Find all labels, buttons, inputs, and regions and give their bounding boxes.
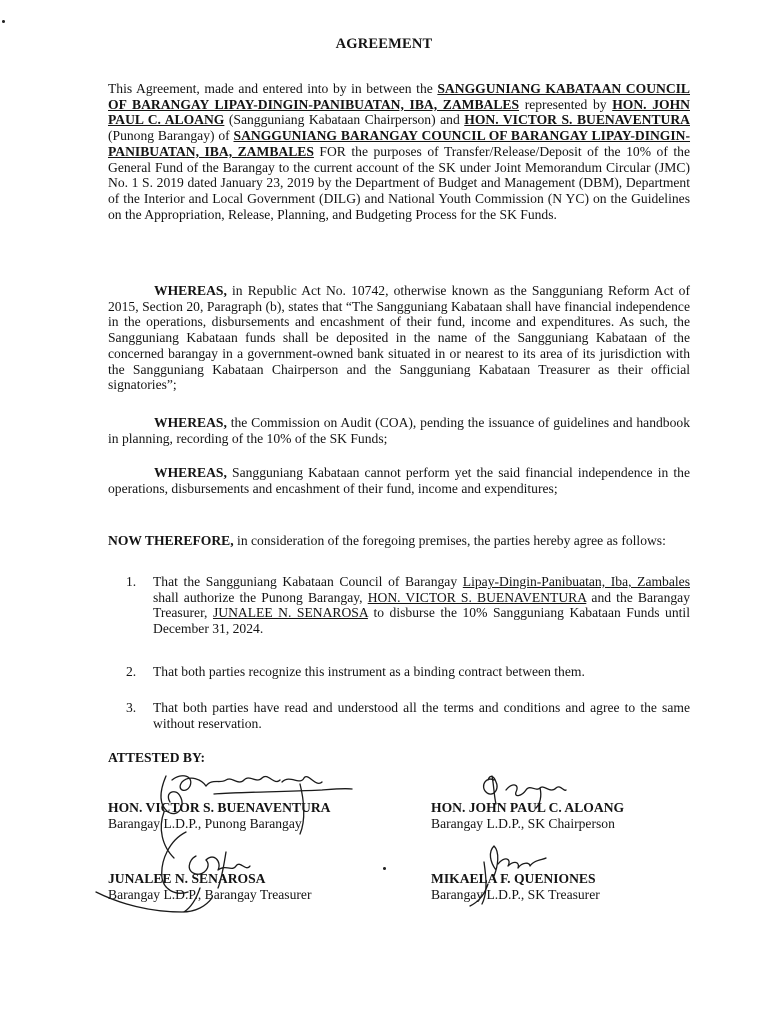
item-number: 3. [126,700,137,715]
whereas-lead: WHEREAS, [154,283,227,298]
agreement-item-1 [126,574,690,637]
list-item [126,664,690,680]
whereas-text: Sangguniang Kabataan cannot perform yet the said financial independence in the operations, disbursements and encashment of their fund, income and expenditures; [108,465,690,496]
signatory-barangay-treasurer [108,871,311,903]
intro-text-2: represented by [519,96,613,112]
intro-party-sk-council: SANGGUNIANG KABATAAN COUNCIL OF BARANGAY LIPAY-DINGIN-PANIBUATAN, IBA, ZAMBALES [108,81,690,112]
intro-sk-chair-name: HON. JOHN PAUL C. ALOANG [108,96,690,128]
item-text-4: to disburse the 10% Sangguniang Kabataan Funds until December 31, 2024. [153,605,690,637]
signatory-position: Barangay L.D.P., Punong Barangay [108,816,302,831]
item-text: That both parties recognize this instrument as a binding contract between them. [153,664,585,679]
signatory-position: Barangay L.D.P., SK Chairperson [431,816,615,831]
agreement-item-3 [126,700,690,731]
now-therefore-paragraph [108,533,690,549]
scan-speck [2,20,5,23]
document-title: AGREEMENT [335,36,433,52]
agreement-item-2 [126,664,690,680]
signatory-position: Barangay L.D.P., SK Treasurer [431,887,600,902]
item-number: 2. [126,664,137,679]
whereas-paragraph-3 [108,465,690,496]
signatory-sk-chairperson [431,800,624,832]
intro-text-5: FOR the purposes of Transfer/Release/Deposit of the 10% of the General Fund of the Barangay to the current account of the SK under Joint Memorandum Circular (JMC) No. 1 S. 2019 dated January 23, 2019 by the Department of Budget and Management (DBM), Department of the Interior and Local Government (DILG) and National Youth Commission (N YC) on the Guidelines on the Appropriation, Release, Planning, and Budgeting Process for the SK Funds. [108,143,690,222]
whereas-text: in Republic Act No. 10742, otherwise known as the Sangguniang Reform Act of 2015, Section 20, Paragraph (b), states that “The Sangguniang Kabataan shall have financial independence in the operations, disbursements and encashment of their fund, income and expenditures. As such, the Sangguniang Kabataan funds shall be deposited in the name of the Sangguniang Kabataan of the concerned barangay in a government-owned bank situated in or nearest to its area of its jurisdiction with the Sangguniang Kabataan Chairperson and the Sangguniang Kabataan Treasurer as their official signatories”; [108,283,690,393]
item-text-1: That the Sangguniang Kabataan Council of Barangay [153,574,463,589]
whereas-lead: WHEREAS, [154,415,227,430]
now-therefore-lead: NOW THEREFORE, [108,533,234,548]
intro-text-3: (Sangguniang Kabataan Chairperson) and [224,112,465,128]
item-treasurer-name: JUNALEE N. SENAROSA [212,605,368,621]
signatory-name: HON. JOHN PAUL C. ALOANG [431,800,625,815]
intro-punong-barangay-name: HON. VICTOR S. BUENAVENTURA [464,112,690,128]
item-number: 1. [126,574,137,589]
intro-text-1: This Agreement, made and entered into by in between the [108,81,438,96]
whereas-paragraph-1 [108,283,690,393]
attested-by-heading: ATTESTED BY: [108,750,206,765]
signatory-name: HON. VICTOR S. BUENAVENTURA [108,800,331,815]
intro-text-4: (Punong Barangay) of [108,128,234,144]
scan-speck [383,867,386,870]
signatory-punong-barangay [108,800,330,832]
item-text-3: and the Barangay Treasurer, [153,589,691,621]
item-barangay-name: Lipay-Dingin-Panibuatan, Iba, Zambales [462,574,690,589]
now-therefore-text: in consideration of the foregoing premises, the parties hereby agree as follows: [233,533,666,548]
whereas-text: the Commission on Audit (COA), pending the issuance of guidelines and handbook in planning, recording of the 10% of the SK Funds; [108,415,690,446]
list-item [126,700,690,731]
item-text-2: shall authorize the Punong Barangay, [153,589,368,605]
whereas-paragraph-2 [108,415,690,446]
list-item [126,574,690,637]
intro-party-barangay-council: SANGGUNIANG BARANGAY COUNCIL OF BARANGAY LIPAY-DINGIN-PANIBUATAN, IBA, ZAMBALES [108,128,691,159]
signatory-name: MIKAELA F. QUENIONES [431,871,596,886]
item-text: That both parties have read and understood all the terms and conditions and agree to the same without reservation. [153,700,690,731]
intro-paragraph [108,81,690,222]
whereas-lead: WHEREAS, [154,465,227,480]
signatory-sk-treasurer [431,871,600,903]
item-punong-barangay-name: HON. VICTOR S. BUENAVENTURA [367,589,587,605]
signatory-position: Barangay L.D.P., Barangay Treasurer [108,887,312,902]
signatory-name: JUNALEE N. SENAROSA [108,871,266,886]
